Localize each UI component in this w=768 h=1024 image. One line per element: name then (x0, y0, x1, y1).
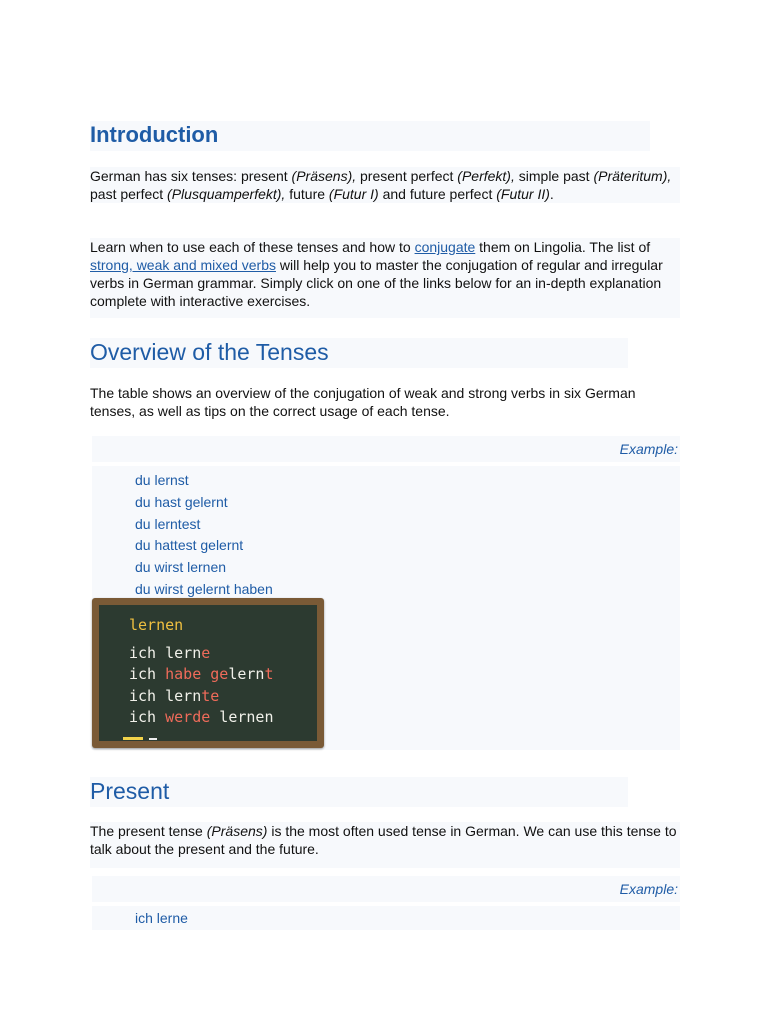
chalk-text: ich lern (129, 643, 202, 662)
chalk-piece (149, 738, 157, 740)
chalk-auxiliary: habe ge (165, 665, 229, 683)
overview-heading-block (90, 338, 628, 368)
chalk-text: ich (129, 665, 166, 683)
strong-weak-mixed-verbs-link[interactable]: strong, weak and mixed verbs (90, 257, 276, 273)
term-futur-2: (Futur II) (496, 186, 550, 202)
chalkboard-title: lernen (129, 616, 184, 634)
present-heading-block (90, 777, 628, 807)
chalkboard-image (92, 598, 324, 748)
text: will help you to master the conjugation of regular and irregular verbs in German grammar. Simply click on one of the links below for an in-depth explanation complete with interactive exercises. (90, 257, 663, 309)
example-list (135, 470, 273, 601)
chalk-text: lernen (210, 708, 274, 726)
term-prasens: (Präsens), (291, 168, 357, 184)
overview-paragraph (90, 384, 680, 420)
introduction-paragraph-1 (90, 167, 680, 203)
example-item: du hast gelernt (135, 493, 228, 510)
text: German has six tenses: present (90, 168, 292, 184)
chalk-auxiliary: werde (165, 708, 211, 726)
text: . (549, 186, 554, 202)
example-label-bar (92, 436, 680, 462)
chalk-ending: te (201, 686, 220, 705)
example-label-bar (92, 876, 680, 902)
example-panel (92, 906, 680, 930)
present-paragraph (90, 822, 680, 868)
text: them on Lingolia. The list of (475, 239, 651, 255)
chalk-piece (123, 737, 143, 740)
chalkboard-line (129, 643, 317, 665)
text: future (285, 186, 329, 202)
example-label: Example: (619, 881, 678, 897)
example-list (135, 908, 188, 930)
text: present perfect (356, 168, 458, 184)
term-prasens: (Präsens) (206, 823, 268, 839)
chalk-text: ich (129, 708, 166, 726)
example-item: du lernst (135, 472, 189, 488)
chalkboard-line (129, 707, 317, 729)
term-prateritum: (Präteritum), (593, 168, 672, 184)
chalk-text: lern (228, 665, 265, 683)
introduction-heading: Introduction (90, 122, 219, 147)
chalk-text: ich lern (129, 686, 202, 705)
example-item: ich lerne (135, 910, 188, 926)
text: is the most often used tense in German. We can use this tense to talk about the present and the future. (90, 823, 677, 857)
term-perfekt: (Perfekt), (457, 168, 515, 184)
example-item: du hattest gelernt (135, 537, 244, 554)
overview-heading: Overview of the Tenses (90, 339, 329, 365)
text: past perfect (90, 186, 168, 202)
chalk-ending: e (201, 643, 211, 662)
introduction-heading-block (90, 121, 650, 151)
example-label: Example: (619, 441, 678, 457)
chalkboard-line (129, 664, 317, 686)
term-futur-1: (Futur I) (328, 186, 379, 202)
chalkboard-line (129, 686, 317, 708)
text: The present tense (90, 823, 207, 839)
example-item: du wirst gelernt haben (135, 580, 273, 597)
term-plusquamperfekt: (Plusquamperfekt), (167, 186, 286, 202)
present-heading: Present (90, 778, 170, 804)
chalk-ending: t (264, 665, 274, 683)
example-item: du wirst lernen (135, 559, 227, 576)
chalkboard-surface (99, 605, 317, 741)
text: Learn when to use each of these tenses and how to (90, 239, 415, 255)
overview-text: The table shows an overview of the conjugation of weak and strong verbs in six German tenses, as well as tips on the correct usage of each tense. (90, 385, 636, 419)
text: simple past (514, 168, 594, 184)
example-panel (92, 466, 680, 750)
conjugate-link[interactable]: conjugate (414, 239, 476, 255)
example-item: du lerntest (135, 515, 201, 532)
introduction-paragraph-2 (90, 238, 680, 318)
text: and future perfect (378, 186, 497, 202)
